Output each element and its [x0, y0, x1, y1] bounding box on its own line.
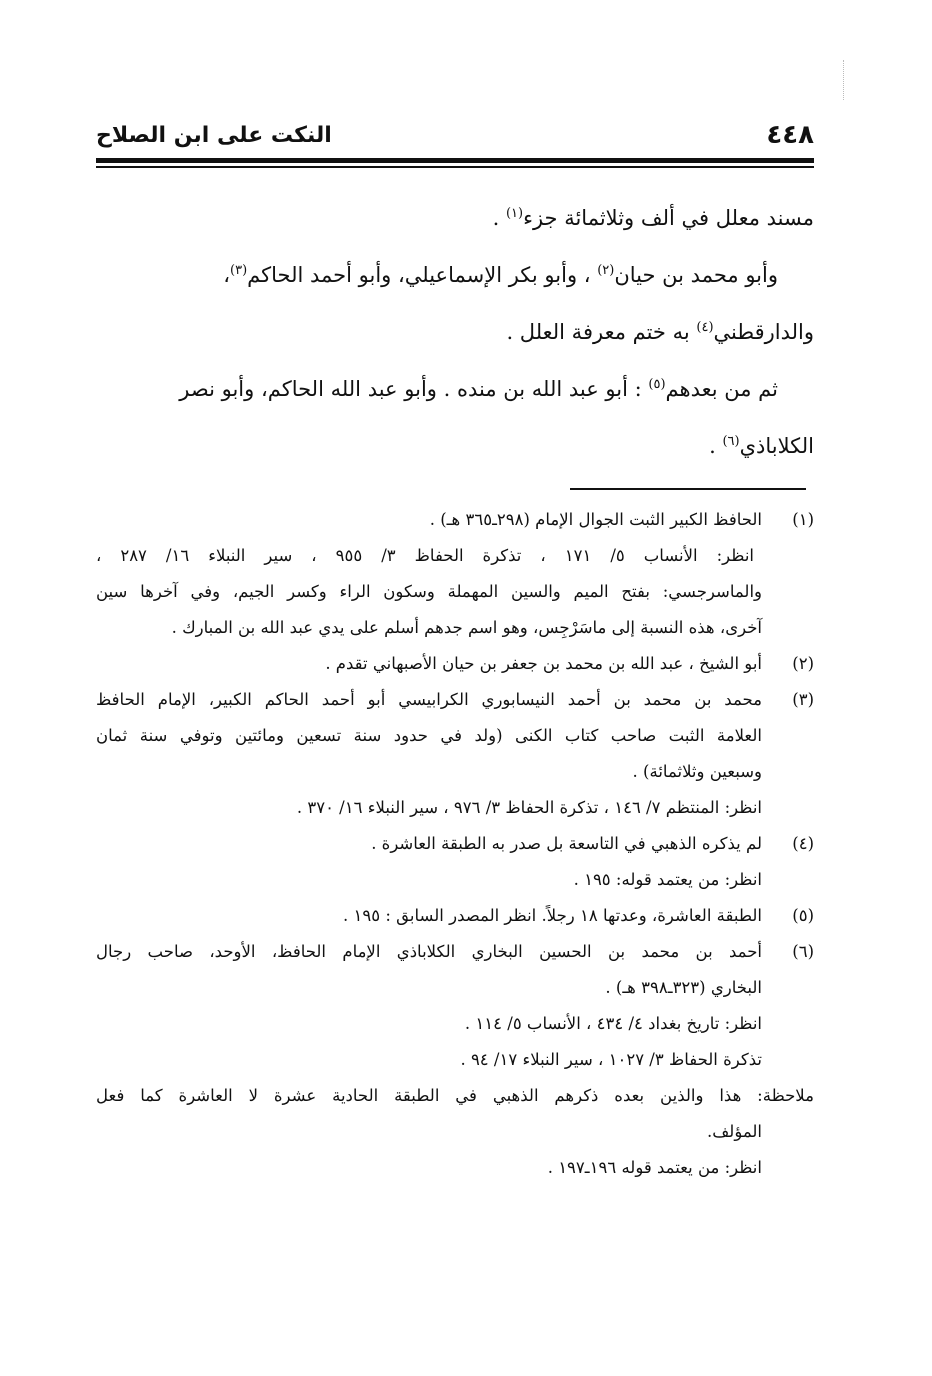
footnote-line: انظر: الأنساب ٥/ ١٧١ ، تذكرة الحفاظ ٣/ ٩٥٥ ، سير النبلاء ١٦/ ٢٨٧ ، [96, 546, 755, 565]
paragraph-text: الكلاباذي [739, 434, 814, 458]
footnote-line: محمد بن محمد بن أحمد النيسابوري الكرابيسي أبو أحمد الحاكم الكبير، الإمام الحافظ [96, 690, 762, 709]
scan-artifact [843, 60, 845, 100]
footnote-ref: (٦) [722, 434, 740, 449]
paragraph-3 [96, 361, 814, 475]
main-text [96, 190, 814, 475]
paragraph-text: : أبو عبد الله بن منده . وأبو عبد الله الحاكم، وأبو نصر [179, 377, 649, 401]
header-rule-thin [96, 166, 814, 168]
footnote-line: لم يذكره الذهبي في التاسعة بل صدر به الطبقة العاشرة . [371, 834, 762, 853]
footnote-line: المؤلف. [706, 1122, 762, 1141]
footnote-5 [96, 898, 814, 934]
footnote-line: والماسرجسي: بفتح الميم والسين المهملة وسكون الراء وكسر الجيم، وفي آخرها سين [96, 582, 762, 601]
footnote-2 [96, 646, 814, 682]
footnote-line: أبو الشيخ ، عبد الله بن محمد بن جعفر بن حيان الأصبهاني تقدم . [325, 654, 762, 673]
footnote-line: تذكرة الحفاظ ٣/ ١٠٢٧ ، سير النبلاء ١٧/ ٩٤ . [460, 1050, 762, 1069]
footnote-3 [96, 682, 814, 826]
paragraph-text: ثم من بعدهم [665, 377, 778, 401]
paragraph-text: ، وأبو بكر الإسماعيلي، وأبو أحمد الحاكم [247, 263, 598, 287]
paragraph-2 [96, 247, 814, 361]
footnote-line: البخاري (٣٢٣ـ٣٩٨ هـ) . [605, 978, 762, 997]
footnote-line: انظر: من يعتمد قوله ١٩٦ـ١٩٧ . [547, 1158, 762, 1177]
page-header [96, 118, 814, 152]
page-number: ٤٤٨ [766, 120, 814, 150]
footnote-ref: (٥) [648, 377, 666, 392]
footnote-separator [570, 488, 806, 490]
footnote-line: أحمد بن محمد بن الحسين البخاري الكلاباذي الإمام الحافظ، الأوحد، صاحب رجال [96, 942, 762, 961]
footnote-line: انظر: من يعتمد قوله: ١٩٥ . [573, 870, 762, 889]
footnote-line: ملاحظة: هذا والذين بعده ذكرهم الذهبي في الطبقة الحادية عشرة لا العاشرة كما فعل [96, 1086, 814, 1105]
paragraph-text: ، [223, 263, 231, 287]
footnote-6 [96, 934, 814, 1078]
paragraph-text: . [492, 206, 506, 230]
footnote-note [96, 1078, 814, 1186]
header-rule-thick [96, 158, 814, 163]
footnote-number: (٦) [792, 942, 814, 961]
footnote-line: وسبعين وثلاثمائة) . [632, 762, 762, 781]
footnote-line: الطبقة العاشرة، وعدتها ١٨ رجلاً. انظر المصدر السابق : ١٩٥ . [343, 906, 762, 925]
footnote-ref: (٤) [696, 320, 714, 335]
paragraph-text: مسند معلل في ألف وثلاثمائة جزء [523, 206, 814, 230]
footnote-1 [96, 502, 814, 646]
footnote-line: الحافظ الكبير الثبت الجوال الإمام (٢٩٨ـ٣٦٥ هـ) . [429, 510, 762, 529]
footnote-number: (٣) [792, 690, 814, 709]
footnote-line: آخرى، هذه النسبة إلى ماسَرْجِس، وهو اسم جدهم أسلم على يدي عبد الله بن المبارك . [171, 618, 762, 637]
running-title: النكت على ابن الصلاح [96, 122, 332, 148]
footnote-4 [96, 826, 814, 898]
footnote-ref: (٣) [230, 263, 248, 278]
footnote-line: العلامة الثبت صاحب كتاب الكنى (ولد في حدود سنة تسعين ومائتين وتوفي سنة ثمان [96, 726, 762, 745]
footnote-line: انظر: تاريخ بغداد ٤/ ٤٣٤ ، الأنساب ٥/ ١١٤ . [464, 1014, 762, 1033]
footnotes [96, 502, 814, 1186]
footnote-number: (٤) [792, 834, 814, 853]
footnote-number: (٢) [792, 654, 814, 673]
paragraph-text: والدارقطني [713, 320, 814, 344]
footnote-line: انظر: المنتظم ٧/ ١٤٦ ، تذكرة الحفاظ ٣/ ٩٧٦ ، سير النبلاء ١٦/ ٣٧٠ . [296, 798, 762, 817]
footnote-ref: (١) [505, 206, 524, 221]
footnote-ref: (٢) [597, 263, 615, 278]
paragraph-text: وأبو محمد بن حيان [614, 263, 778, 287]
paragraph-text: . [709, 434, 723, 458]
footnote-number: (١) [792, 510, 814, 529]
paragraph-1 [96, 190, 814, 247]
paragraph-text: به ختم معرفة العلل . [506, 320, 697, 344]
footnote-number: (٥) [792, 906, 814, 925]
